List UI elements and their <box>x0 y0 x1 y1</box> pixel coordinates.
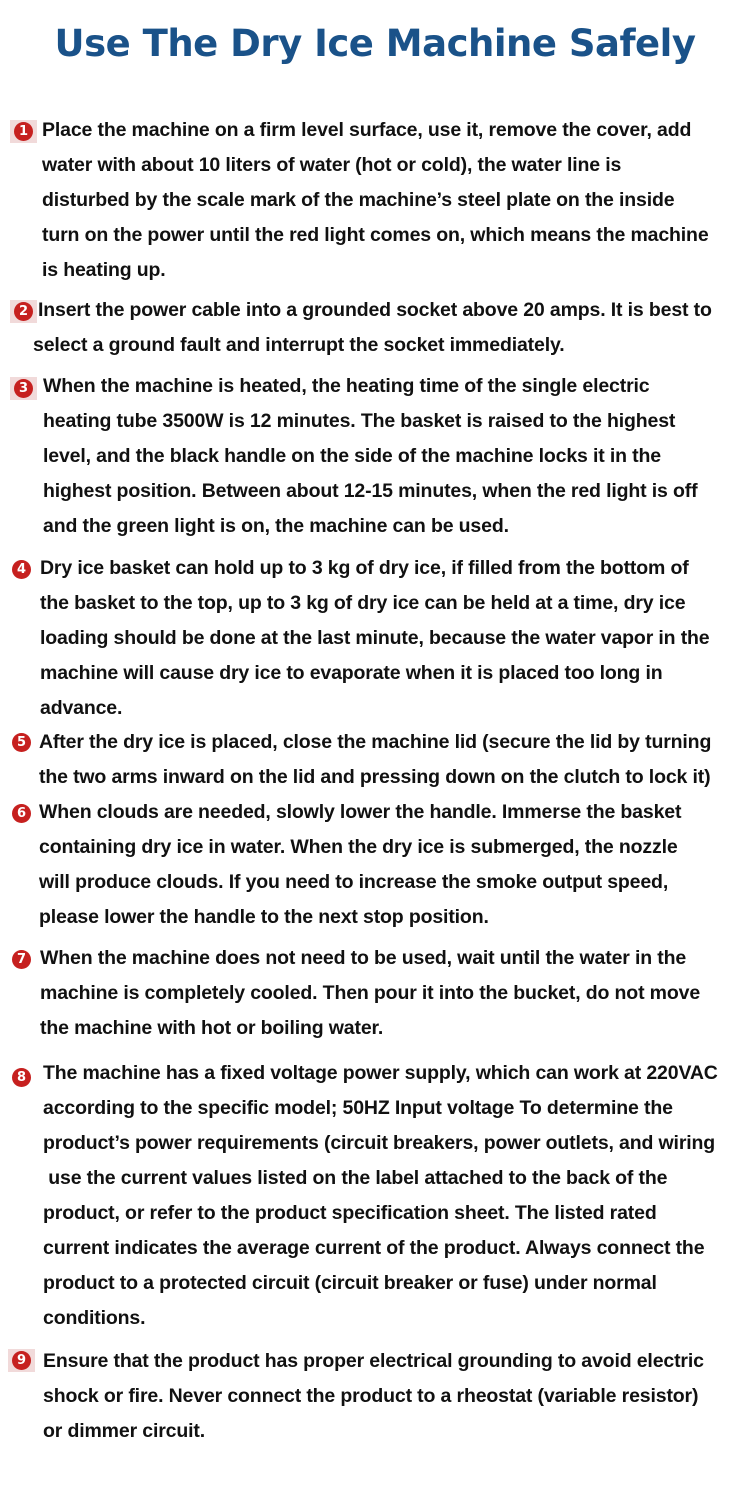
item-9-line-3: or dimmer circuit. <box>43 1420 206 1442</box>
instruction-item-3 <box>43 369 697 544</box>
item-1-line-1: Place the machine on a firm level surface, use it, remove the cover, add <box>42 119 692 141</box>
instruction-item-7 <box>40 941 700 1046</box>
item-8-line-6: current indicates the average current of the product. Always connect the <box>43 1237 705 1259</box>
item-8-line-5: product, or refer to the product specification sheet. The listed rated <box>43 1202 657 1224</box>
item-7-line-3: the machine with hot or boiling water. <box>40 1017 384 1039</box>
number-badge-2: 2 <box>14 302 33 321</box>
instruction-item-9 <box>43 1344 704 1449</box>
instruction-item-6 <box>39 795 681 935</box>
instruction-item-4 <box>40 551 710 726</box>
item-8-line-1: The machine has a fixed voltage power supply, which can work at 220VAC <box>43 1062 718 1084</box>
item-7-line-1: When the machine does not need to be used, wait until the water in the <box>40 947 687 969</box>
item-1-line-3: disturbed by the scale mark of the machine’s steel plate on the inside <box>42 189 675 211</box>
instruction-item-8 <box>43 1056 718 1336</box>
item-9-line-2: shock or fire. Never connect the product to a rheostat (variable resistor) <box>43 1385 699 1407</box>
item-4-line-1: Dry ice basket can hold up to 3 kg of dry ice, if filled from the bottom of <box>40 557 689 579</box>
number-badge-6: 6 <box>12 804 31 823</box>
item-9-line-1: Ensure that the product has proper electrical grounding to avoid electric <box>43 1350 704 1372</box>
item-4-line-5: advance. <box>40 697 123 719</box>
item-3-line-5: and the green light is on, the machine can be used. <box>43 515 509 537</box>
item-6-line-3: will produce clouds. If you need to increase the smoke output speed, <box>39 871 669 893</box>
item-6-line-2: containing dry ice in water. When the dry ice is submerged, the nozzle <box>39 836 678 858</box>
item-6-line-1: When clouds are needed, slowly lower the handle. Immerse the basket <box>39 801 682 823</box>
number-badge-3: 3 <box>14 379 33 398</box>
number-badge-4: 4 <box>12 560 31 579</box>
item-1-line-5: is heating up. <box>42 259 166 281</box>
item-3-line-4: highest position. Between about 12-15 minutes, when the red light is off <box>43 480 698 502</box>
item-2-line-2: select a ground fault and interrupt the socket immediately. <box>33 334 565 356</box>
instruction-item-1 <box>42 113 709 288</box>
instruction-item-2 <box>33 293 712 363</box>
item-4-line-4: machine will cause dry ice to evaporate when it is placed too long in <box>40 662 663 684</box>
item-8-line-7: product to a protected circuit (circuit breaker or fuse) under normal <box>43 1272 657 1294</box>
item-8-line-2: according to the specific model; 50HZ Input voltage To determine the <box>43 1097 673 1119</box>
item-5-line-2: the two arms inward on the lid and pressing down on the clutch to lock it) <box>39 766 711 788</box>
item-8-line-8: conditions. <box>43 1307 146 1329</box>
item-4-line-2: the basket to the top, up to 3 kg of dry ice can be held at a time, dry ice <box>40 592 686 614</box>
page-title: Use The Dry Ice Machine Safely <box>54 22 696 65</box>
number-badge-7: 7 <box>12 950 31 969</box>
item-8-line-3: product’s power requirements (circuit breakers, power outlets, and wiring <box>43 1132 716 1154</box>
item-1-line-2: water with about 10 liters of water (hot or cold), the water line is <box>42 154 622 176</box>
number-badge-5: 5 <box>12 733 31 752</box>
instruction-item-5 <box>39 725 711 795</box>
item-3-line-3: level, and the black handle on the side of the machine locks it in the <box>43 445 661 467</box>
number-badge-8: 8 <box>12 1068 31 1087</box>
item-3-line-1: When the machine is heated, the heating time of the single electric <box>43 375 650 397</box>
number-badge-9: 9 <box>12 1351 31 1370</box>
number-badge-1: 1 <box>14 122 33 141</box>
item-6-line-4: please lower the handle to the next stop position. <box>39 906 489 928</box>
item-2-line-1: Insert the power cable into a grounded socket above 20 amps. It is best to <box>38 299 712 321</box>
item-8-line-4: use the current values listed on the label attached to the back of the <box>43 1167 668 1189</box>
item-7-line-2: machine is completely cooled. Then pour it into the bucket, do not move <box>40 982 701 1004</box>
item-5-line-1: After the dry ice is placed, close the machine lid (secure the lid by turning <box>39 731 712 753</box>
item-4-line-3: loading should be done at the last minute, because the water vapor in the <box>40 627 710 649</box>
item-1-line-4: turn on the power until the red light comes on, which means the machine <box>42 224 709 246</box>
item-3-line-2: heating tube 3500W is 12 minutes. The basket is raised to the highest <box>43 410 676 432</box>
